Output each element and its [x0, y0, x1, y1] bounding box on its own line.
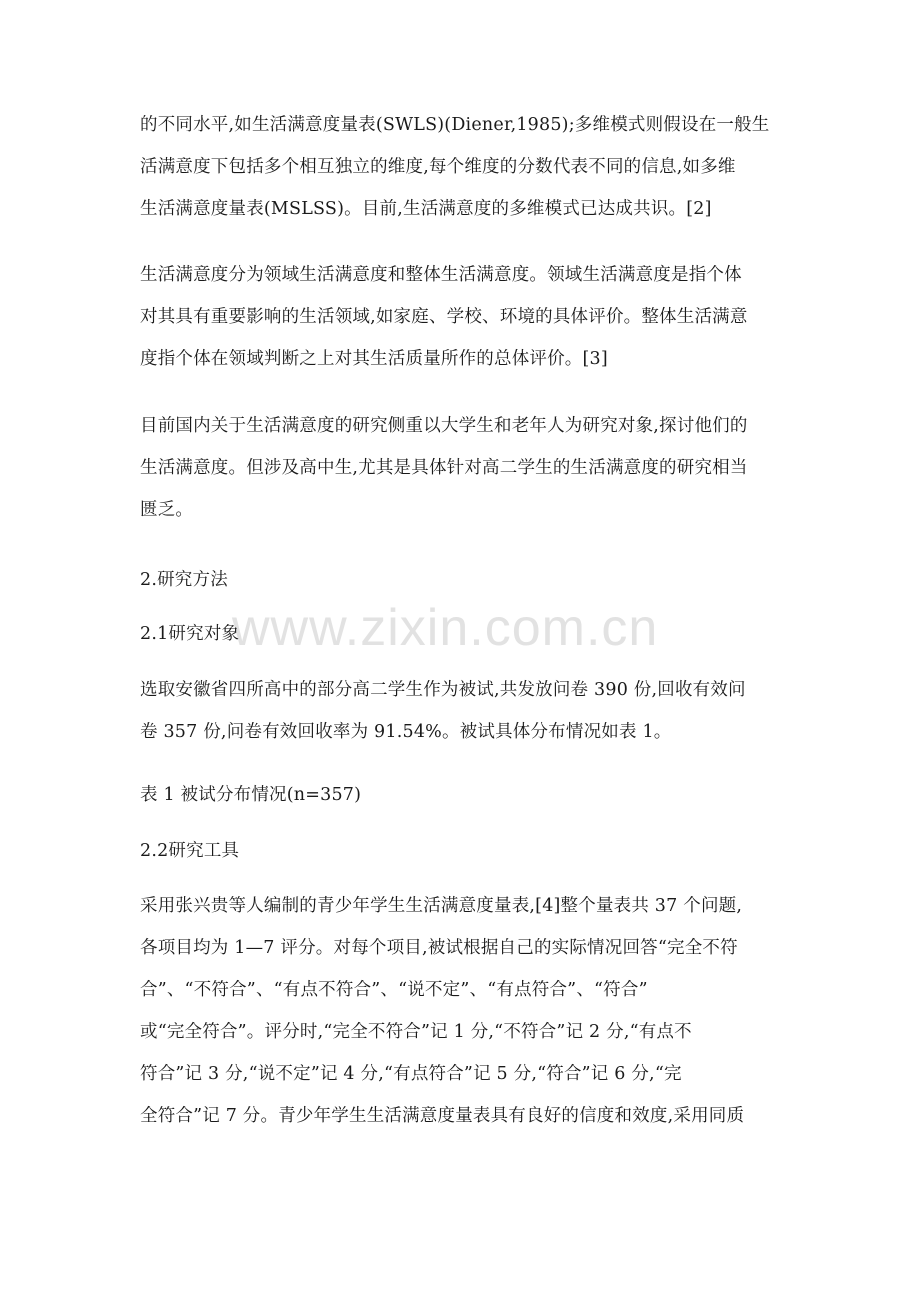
paragraph-line: 选取安徽省四所高中的部分高二学生作为被试,共发放问卷 390 份,回收有效问: [140, 680, 746, 700]
paragraph-line: 生活满意度量表(MSLSS)。目前,生活满意度的多维模式已达成共识。[2]: [140, 199, 712, 219]
paragraph-line: 采用张兴贵等人编制的青少年学生生活满意度量表,[4]整个量表共 37 个问题,: [140, 896, 743, 916]
subsection-heading-subjects: [140, 613, 790, 655]
paragraph-line: 目前国内关于生活满意度的研究侧重以大学生和老年人为研究对象,探讨他们的: [140, 416, 748, 436]
paragraph-line: 生活满意度。但涉及高中生,尤其是具体针对高二学生的生活满意度的研究相当: [140, 458, 748, 478]
paragraph-line: 活满意度下包括多个相互独立的维度,每个维度的分数代表不同的信息,如多维: [140, 157, 736, 177]
watermark: www.zixin.com.cn: [232, 599, 659, 657]
paragraph-line: 匮乏。: [140, 500, 194, 520]
table-caption: [140, 774, 790, 816]
heading-text: 2.2研究工具: [140, 841, 240, 861]
paragraph-life-satisfaction-models: [140, 104, 790, 230]
caption-text: 表 1 被试分布情况(n=357): [140, 785, 362, 805]
heading-text: 2.研究方法: [140, 570, 228, 590]
paragraph-subjects: [140, 669, 790, 753]
paragraph-line: 的不同水平,如生活满意度量表(SWLS)(Diener,1985);多维模式则假设在一般生: [140, 115, 770, 135]
paragraph-line: 全符合”记 7 分。青少年学生生活满意度量表具有良好的信度和效度,采用同质: [140, 1106, 745, 1126]
paragraph-research-gap: [140, 405, 790, 531]
paragraph-line: 符合”记 3 分,“说不定”记 4 分,“有点符合”记 5 分,“符合”记 6 分,“完: [140, 1064, 682, 1084]
paragraph-domain-overall: [140, 254, 790, 380]
paragraph-line: 对其具有重要影响的生活领域,如家庭、学校、环境的具体评价。整体生活满意: [140, 307, 748, 327]
heading-text: 2.1研究对象: [140, 624, 240, 644]
paragraph-line: 合”、“不符合”、“有点不符合”、“说不定”、“有点符合”、“符合”: [140, 980, 648, 1000]
paragraph-line: 生活满意度分为领域生活满意度和整体生活满意度。领域生活满意度是指个体: [140, 265, 742, 285]
section-heading-methods: [140, 559, 790, 601]
paragraph-line: 或“完全符合”。评分时,“完全不符合”记 1 分,“不符合”记 2 分,“有点不: [140, 1022, 692, 1042]
paragraph-tools: [140, 885, 790, 1137]
paragraph-line: 各项目均为 1—7 评分。对每个项目,被试根据自己的实际情况回答“完全不符: [140, 938, 738, 958]
subsection-heading-tools: [140, 830, 790, 872]
paragraph-line: 卷 357 份,问卷有效回收率为 91.54%。被试具体分布情况如表 1。: [140, 722, 672, 742]
paragraph-line: 度指个体在领域判断之上对其生活质量所作的总体评价。[3]: [140, 349, 608, 369]
